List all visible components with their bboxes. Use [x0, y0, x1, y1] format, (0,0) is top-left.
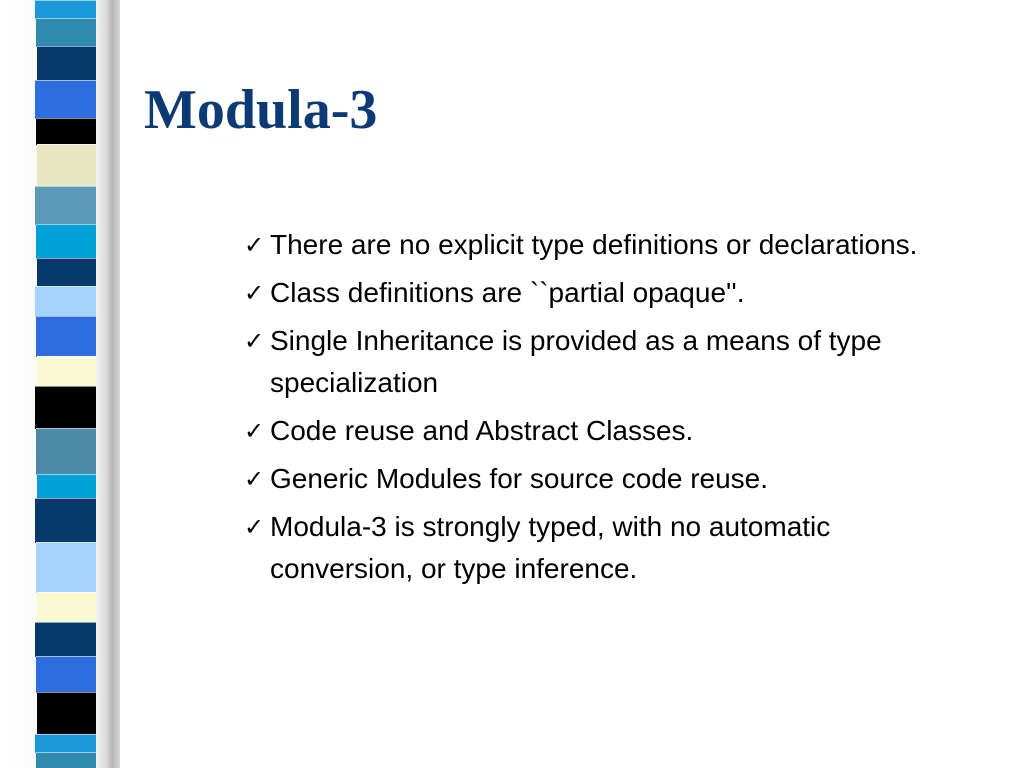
bullet-text: Modula-3 is strongly typed, with no automatic conversion, or type inference.	[270, 511, 831, 584]
bullet-text: Generic Modules for source code reuse.	[270, 463, 769, 494]
decorative-stripe	[35, 186, 96, 225]
decorative-stripe	[36, 224, 96, 259]
bullet-text: Single Inheritance is provided as a means of type specialization	[270, 325, 882, 398]
slide-title: Modula-3	[144, 79, 378, 141]
bullet-text: Code reuse and Abstract Classes.	[270, 415, 694, 446]
decorative-stripe	[37, 592, 96, 623]
decorative-stripe	[35, 286, 96, 317]
decorative-stripe	[35, 80, 96, 119]
check-icon: ✓	[244, 417, 265, 445]
bullet-item	[244, 272, 974, 314]
decorative-stripe	[36, 18, 96, 47]
check-icon: ✓	[244, 231, 265, 259]
decorative-stripe	[36, 118, 96, 145]
bullet-item	[244, 320, 974, 404]
decorative-stripe	[35, 498, 96, 543]
decorative-stripe-band	[0, 0, 120, 768]
decorative-stripe	[37, 474, 96, 499]
decorative-stripe	[36, 656, 96, 693]
bullet-text: Class definitions are ``partial opaque''.	[270, 277, 745, 308]
decorative-stripe	[37, 144, 96, 187]
decorative-stripe	[37, 356, 96, 387]
bullet-item	[244, 224, 974, 266]
check-icon: ✓	[244, 465, 265, 493]
bullet-text: There are no explicit type definitions or declarations.	[270, 229, 918, 260]
bullet-list	[244, 224, 974, 596]
decorative-stripe	[36, 316, 96, 357]
decorative-stripe	[36, 752, 96, 768]
decorative-stripe	[36, 428, 96, 475]
bullet-item	[244, 458, 974, 500]
bullet-item	[244, 506, 974, 590]
decorative-stripe	[36, 542, 96, 593]
decorative-stripe	[37, 692, 96, 735]
check-icon: ✓	[244, 279, 265, 307]
decorative-stripe	[35, 386, 96, 429]
decorative-stripe	[35, 0, 96, 19]
decorative-stripe	[35, 734, 96, 753]
decorative-stripe	[37, 46, 96, 81]
decorative-stripe	[37, 258, 96, 287]
check-icon: ✓	[244, 513, 265, 541]
bullet-item	[244, 410, 974, 452]
check-icon: ✓	[244, 327, 265, 355]
decorative-stripe	[35, 622, 96, 657]
